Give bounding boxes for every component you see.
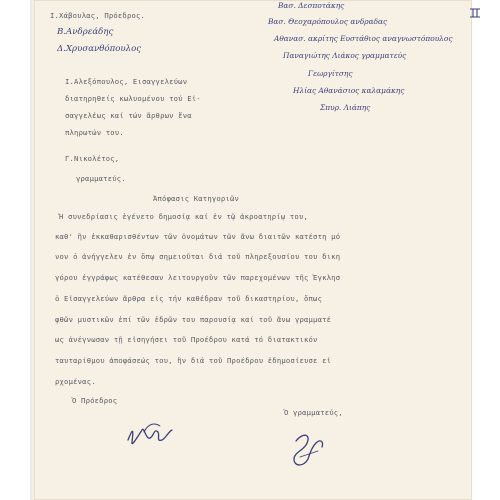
prosecutor-line: Ι.Αλεξόπουλος, Εισαγγελεύων <box>65 77 188 86</box>
president-line: Ι.Χάβουλας, Πρόεδρος. <box>50 11 146 20</box>
body-line-2: διατηρηθείς κωλυομένου τού Εἰ- <box>65 94 201 103</box>
handwritten-judge-1: Β.Ανδρεάδης <box>57 27 114 37</box>
section-title: Ἀπόφασις Κατηγοριῶν <box>153 194 240 203</box>
paragraph-line-6: φθῶν μυστικῶν ἐπί τῶν ἐδρῶν του παρουσίᾳ καί τοῦ ἄνω γραμματέ <box>55 315 332 324</box>
paragraph-line-4: γόρου ἐγγράφως κατέθεσαν λειτουργοῦν τῶν παρεχομένων τῆς Ἐγκλησ <box>55 273 341 282</box>
paragraph-line-2: καθ' ἣν ἐκκαθαρισθέντων τῶν ὀνομάτων τῶν ἄνω διαιτῶν κατέστη μό <box>55 232 341 241</box>
paragraph-line-1: Ἡ συνεδρίασις ἐγένετο δημοσίᾳ καί ἐν τῷ ἀκροατηρίῳ του, <box>59 212 308 221</box>
paragraph-line-7: ως ἀνέγνωσαν τῇ εἰσηγήσει τοῦ Προέδρου κατά τό διατακτικόν <box>55 335 318 344</box>
handwritten-right-4: Παναγιώτης Λιάκος γραμματεύς <box>283 51 407 60</box>
secretary-title-line: γραμματεύς. <box>76 174 126 183</box>
paragraph-line-8: ταυταρίθμου ἀποφάσεώς του, ἣν διά τοῦ Προέδρου ἐδημοσίευσε εἰ <box>55 356 332 365</box>
roman-numeral-mark-icon <box>468 4 482 23</box>
secretary-signature-label: Ὁ γραμματεύς, <box>284 408 343 417</box>
handwritten-right-1: Βασ. Δεσποτάκης <box>278 1 345 10</box>
president-signature-icon <box>124 418 180 452</box>
document-page <box>34 0 472 500</box>
paragraph-line-5: ὁ Εἰσαγγελεύων ἄρθρα εἰς τήν καθέδραν τοῦ δικαστηρίου, ὅπως <box>55 294 323 303</box>
handwritten-right-3: Αθανασ. ακρίτης Ευστάθιος αναγνωστόπουλος <box>274 34 453 43</box>
handwritten-judge-2: Δ.Χρυσανθόπουλος <box>57 44 142 54</box>
president-signature-label: Ὁ Πρόεδρος <box>72 396 118 405</box>
paragraph-line-9: ρχομένας. <box>55 377 96 386</box>
handwritten-right-5: Γεωργίτσης <box>308 69 353 78</box>
secretary-signature-icon <box>282 427 330 471</box>
handwritten-right-7: Σπυρ. Λιάπης <box>320 103 371 112</box>
body-line-3: σαγγελέως καί τών ἄρθρων ἔνα <box>65 111 192 120</box>
handwritten-right-2: Βασ. Θεοχαρόπουλος ανδραδας <box>268 17 388 26</box>
body-line-4: πληρωτών του. <box>65 128 124 137</box>
handwritten-right-6: Ηλίας Αθανάσιος καλαμάκης <box>293 86 405 95</box>
paragraph-line-3: νον ὁ ἀνήγγελεν ἐν ὅπῳ σημειοῦται διά τοῦ πληρεξουσίου του δικη <box>55 252 341 261</box>
secretary-name-line: Γ.Νικολέτος, <box>65 154 120 163</box>
